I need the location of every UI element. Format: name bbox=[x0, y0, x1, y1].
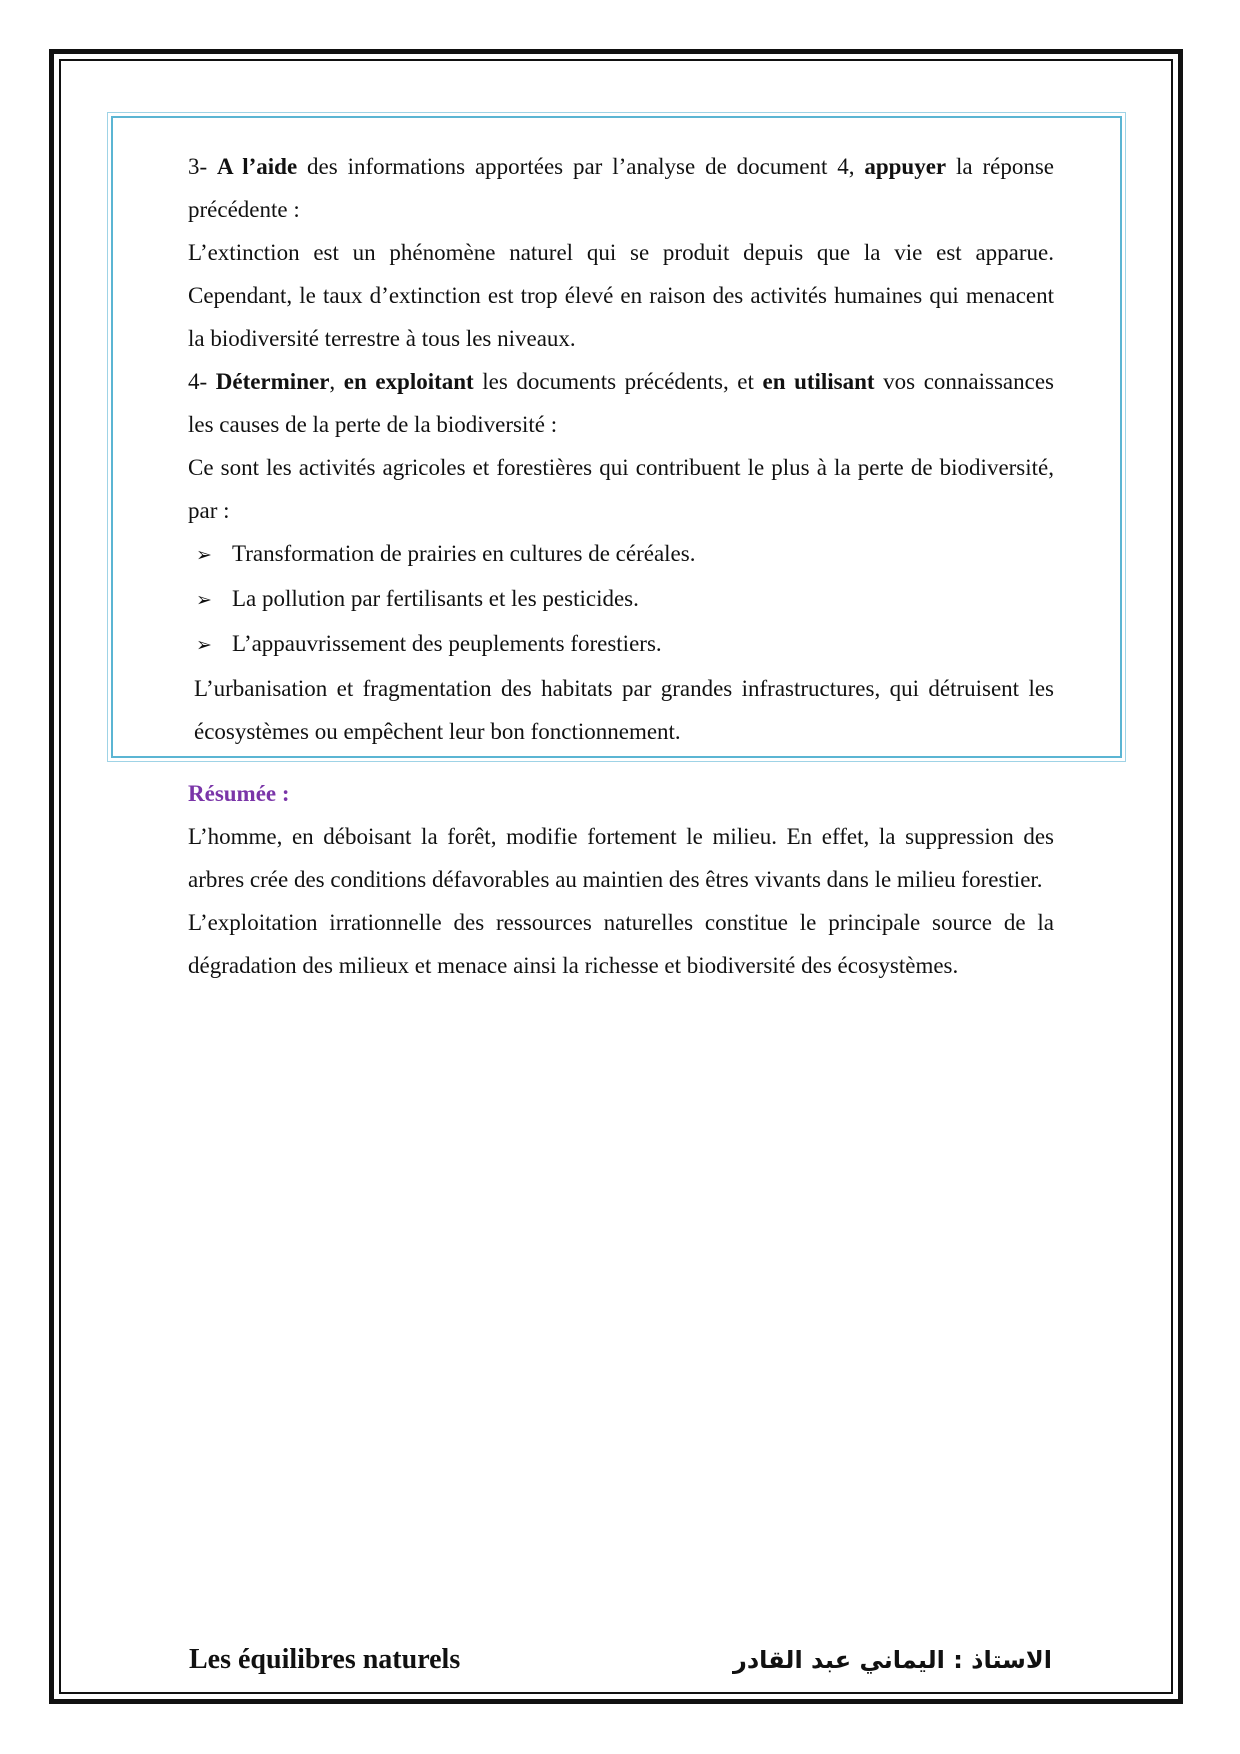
question-3-number: 3- bbox=[188, 154, 218, 179]
footer-author: الاستاذ : اليماني عبد القادر bbox=[733, 1646, 1052, 1674]
question-3-text-1: des informations apportées par l’analyse de document 4, bbox=[297, 154, 865, 179]
question-4-text-2: les documents précédents, et bbox=[473, 369, 763, 394]
question-4-keyword-en-utilisant: en utilisant bbox=[762, 369, 875, 394]
summary-title: Résumée : bbox=[188, 781, 290, 806]
question-4-text-3: vos connaissances les causes de la perte de la biodiversité : bbox=[188, 369, 1054, 437]
list-item-text: L’appauvrissement des peuplements forestiers. bbox=[232, 631, 662, 656]
question-4-answer: Ce sont les activités agricoles et forestières qui contribuent le plus à la perte de biodiversité, par : bbox=[188, 455, 1054, 523]
question-3-text-2: la réponse précédente : bbox=[188, 154, 1054, 222]
causes-list bbox=[188, 532, 1054, 667]
question-4-keyword-en-exploitant: en exploitant bbox=[343, 369, 474, 394]
question-4-keyword-determiner: Déterminer bbox=[215, 369, 330, 394]
summary-paragraph-2: L’exploitation irrationnelle des ressources naturelles constitue le principale source de la dégradation des milieux et menace ainsi la richesse et biodiversité des écosystèmes. bbox=[188, 910, 1054, 978]
summary-paragraph-1: L’homme, en déboisant la forêt, modifie fortement le milieu. En effet, la suppression des arbres crée des conditions défavorables au maintien des êtres vivants dans le milieu forestier. bbox=[188, 824, 1054, 892]
arrow-bullet-icon: ➢ bbox=[196, 634, 212, 656]
list-item bbox=[188, 622, 1054, 667]
answer-content bbox=[188, 145, 1054, 753]
footer-title: Les équilibres naturels bbox=[189, 1644, 461, 1675]
question-4-number: 4- bbox=[188, 369, 216, 394]
list-item-text: La pollution par fertilisants et les pesticides. bbox=[232, 586, 639, 611]
closing-paragraph: L’urbanisation et fragmentation des habitats par grandes infrastructures, qui détruisent les écosystèmes ou empêchent leur bon fonctionnement. bbox=[194, 676, 1054, 744]
question-3-keyword-a-laide: A l’aide bbox=[217, 154, 298, 179]
question-4 bbox=[188, 360, 1054, 446]
question-3 bbox=[188, 145, 1054, 231]
list-item bbox=[188, 532, 1054, 577]
list-item bbox=[188, 577, 1054, 622]
arrow-bullet-icon: ➢ bbox=[196, 589, 212, 611]
question-4-text-1: , bbox=[329, 369, 344, 394]
summary-section bbox=[188, 772, 1054, 987]
question-3-keyword-appuyer: appuyer bbox=[864, 154, 947, 179]
question-3-answer: L’extinction est un phénomène naturel qui se produit depuis que la vie est apparue. Cependant, le taux d’extinction est trop élevé en raison des activités humaines qui menacent la biodiversité terrestre à tous les niveaux. bbox=[188, 240, 1054, 351]
arrow-bullet-icon: ➢ bbox=[196, 544, 212, 566]
list-item-text: Transformation de prairies en cultures de céréales. bbox=[232, 541, 696, 566]
